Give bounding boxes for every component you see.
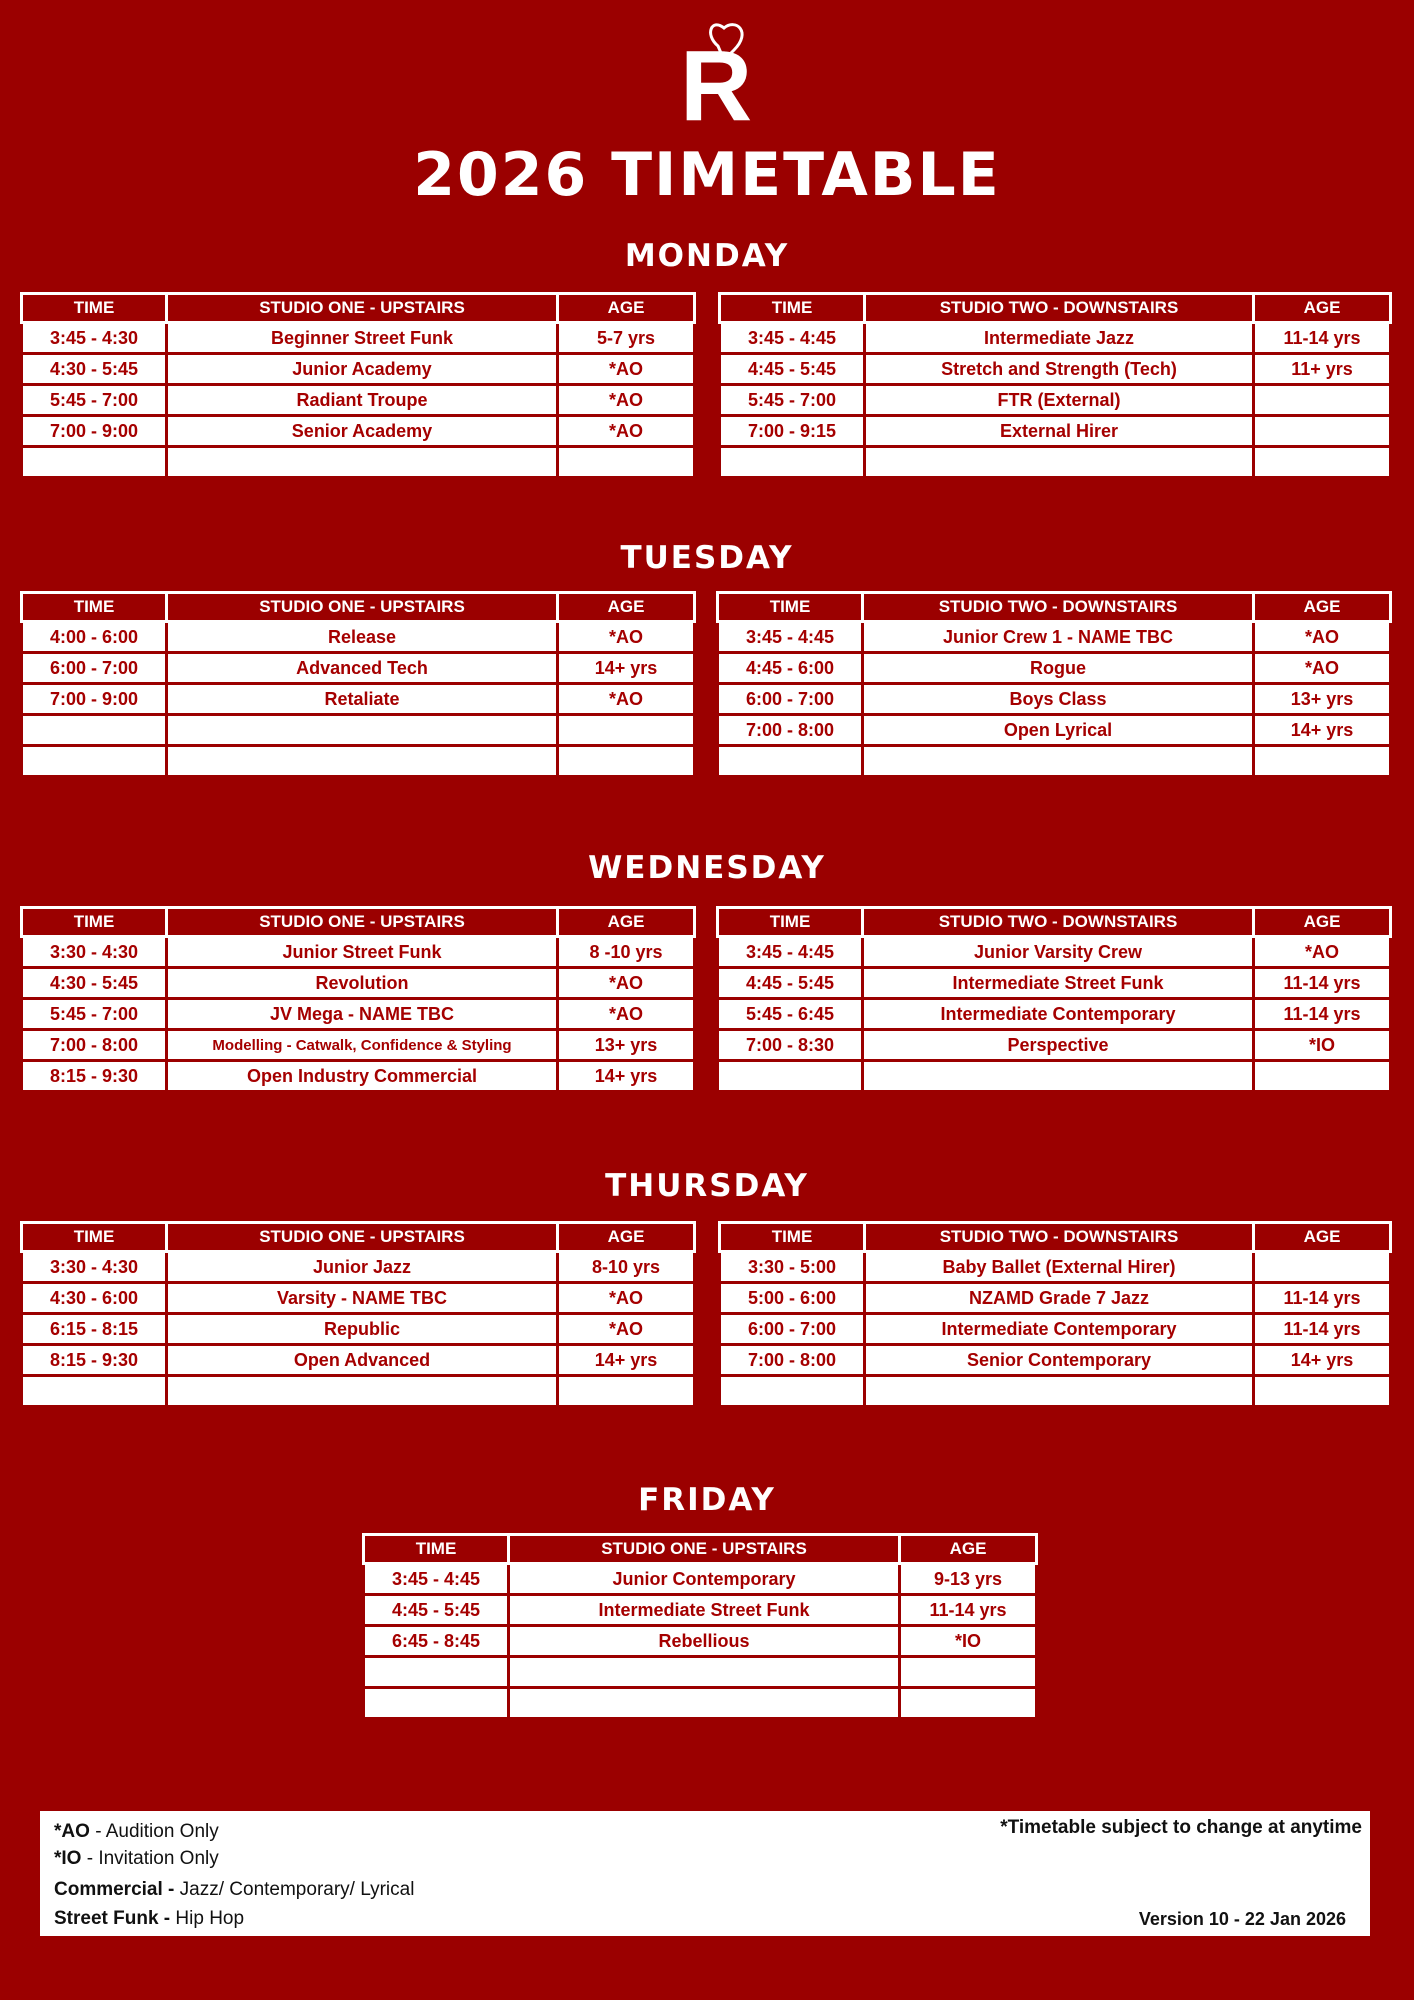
class-cell: Junior Varsity Crew xyxy=(863,937,1254,968)
class-cell: Intermediate Contemporary xyxy=(865,1314,1254,1345)
table-header-row xyxy=(364,1535,1037,1564)
legend-audition-only: *AO - Audition Only xyxy=(54,1821,219,1842)
page-title: 2026 TIMETABLE xyxy=(413,140,1001,210)
age-cell xyxy=(1254,447,1391,478)
class-cell: Intermediate Contemporary xyxy=(863,999,1254,1030)
table-header-row xyxy=(22,1223,695,1252)
age-cell: 9-13 yrs xyxy=(900,1564,1037,1595)
class-cell: FTR (External) xyxy=(865,385,1254,416)
table-header-row xyxy=(718,908,1391,937)
legend-invitation-only: *IO - Invitation Only xyxy=(54,1848,219,1869)
age-cell: *IO xyxy=(900,1626,1037,1657)
version-label: Version 10 - 22 Jan 2026 xyxy=(1138,1909,1346,1929)
age-cell xyxy=(1254,1376,1391,1407)
age-cell xyxy=(558,1376,695,1407)
age-cell: *AO xyxy=(558,622,695,653)
class-cell xyxy=(863,746,1254,777)
table-header-row xyxy=(718,593,1391,622)
class-cell: JV Mega - NAME TBC xyxy=(167,999,558,1030)
table-header-row xyxy=(22,593,695,622)
class-cell: Retaliate xyxy=(167,684,558,715)
age-cell xyxy=(558,447,695,478)
table-row xyxy=(22,416,695,447)
class-cell: Rebellious xyxy=(509,1626,900,1657)
time-cell: 3:30 - 4:30 xyxy=(22,1252,167,1283)
time-cell xyxy=(22,746,167,777)
disclaimer: *Timetable subject to change at anytime xyxy=(1000,1817,1362,1838)
class-cell xyxy=(863,1061,1254,1092)
time-cell xyxy=(22,715,167,746)
time-cell: 4:30 - 5:45 xyxy=(22,354,167,385)
table-row xyxy=(22,684,695,715)
age-header: AGE xyxy=(558,294,695,323)
studio-header: STUDIO ONE - UPSTAIRS xyxy=(167,294,558,323)
monday-studio-one-table xyxy=(20,292,696,479)
time-cell xyxy=(720,1376,865,1407)
time-cell xyxy=(718,746,863,777)
time-cell: 7:00 - 9:15 xyxy=(720,416,865,447)
table-row xyxy=(22,385,695,416)
time-header: TIME xyxy=(22,294,167,323)
table-row xyxy=(22,999,695,1030)
time-cell: 4:45 - 5:45 xyxy=(720,354,865,385)
class-cell: Open Lyrical xyxy=(863,715,1254,746)
time-header: TIME xyxy=(718,593,863,622)
class-cell: Junior Jazz xyxy=(167,1252,558,1283)
age-cell xyxy=(900,1688,1037,1719)
time-cell: 6:00 - 7:00 xyxy=(718,684,863,715)
day-title-thursday: THURSDAY xyxy=(605,1168,809,1204)
time-cell: 3:30 - 4:30 xyxy=(22,937,167,968)
monday-studio-two-table xyxy=(718,292,1392,479)
age-cell xyxy=(1254,1061,1391,1092)
class-cell: Advanced Tech xyxy=(167,653,558,684)
age-cell: *AO xyxy=(558,416,695,447)
time-cell: 6:00 - 7:00 xyxy=(22,653,167,684)
table-row xyxy=(22,1376,695,1407)
day-title-friday: FRIDAY xyxy=(638,1482,776,1518)
age-cell: 13+ yrs xyxy=(558,1030,695,1061)
table-row xyxy=(22,1030,695,1061)
time-cell xyxy=(364,1657,509,1688)
class-cell xyxy=(167,1376,558,1407)
class-cell: Revolution xyxy=(167,968,558,999)
age-cell: 11-14 yrs xyxy=(1254,323,1391,354)
age-cell: *AO xyxy=(558,1283,695,1314)
table-row xyxy=(718,746,1391,777)
time-cell: 7:00 - 8:30 xyxy=(718,1030,863,1061)
class-cell: Senior Academy xyxy=(167,416,558,447)
studio-header: STUDIO ONE - UPSTAIRS xyxy=(509,1535,900,1564)
age-cell xyxy=(558,746,695,777)
table-row xyxy=(22,622,695,653)
time-cell: 3:45 - 4:45 xyxy=(364,1564,509,1595)
class-cell: NZAMD Grade 7 Jazz xyxy=(865,1283,1254,1314)
studio-header: STUDIO TWO - DOWNSTAIRS xyxy=(863,593,1254,622)
table-row xyxy=(720,1345,1391,1376)
time-cell: 8:15 - 9:30 xyxy=(22,1345,167,1376)
table-row xyxy=(22,1283,695,1314)
logo xyxy=(672,16,752,126)
time-cell xyxy=(718,1061,863,1092)
class-cell xyxy=(509,1688,900,1719)
studio-header: STUDIO TWO - DOWNSTAIRS xyxy=(863,908,1254,937)
studio-header: STUDIO TWO - DOWNSTAIRS xyxy=(865,294,1254,323)
class-cell xyxy=(865,447,1254,478)
time-cell: 4:45 - 5:45 xyxy=(364,1595,509,1626)
friday-studio-one-table xyxy=(362,1533,1038,1720)
time-cell: 5:00 - 6:00 xyxy=(720,1283,865,1314)
class-cell: Varsity - NAME TBC xyxy=(167,1283,558,1314)
age-cell: 5-7 yrs xyxy=(558,323,695,354)
age-cell: 13+ yrs xyxy=(1254,684,1391,715)
class-cell: Intermediate Jazz xyxy=(865,323,1254,354)
table-row xyxy=(22,1345,695,1376)
table-row xyxy=(364,1688,1037,1719)
time-cell: 7:00 - 9:00 xyxy=(22,416,167,447)
age-cell xyxy=(1254,385,1391,416)
time-cell: 5:45 - 7:00 xyxy=(720,385,865,416)
day-title-monday: MONDAY xyxy=(624,238,790,274)
legend-commercial: Commercial - Jazz/ Contemporary/ Lyrical xyxy=(54,1879,415,1900)
class-cell xyxy=(865,1376,1254,1407)
thursday-studio-two-table xyxy=(718,1221,1392,1408)
class-cell: Baby Ballet (External Hirer) xyxy=(865,1252,1254,1283)
table-row xyxy=(364,1564,1037,1595)
table-header-row xyxy=(720,294,1391,323)
class-cell: Junior Contemporary xyxy=(509,1564,900,1595)
time-header: TIME xyxy=(364,1535,509,1564)
age-header: AGE xyxy=(900,1535,1037,1564)
table-row xyxy=(22,1061,695,1092)
table-row xyxy=(22,715,695,746)
class-cell: Modelling - Catwalk, Confidence & Styling xyxy=(167,1030,558,1061)
class-cell: Boys Class xyxy=(863,684,1254,715)
table-row xyxy=(718,999,1391,1030)
tuesday-studio-one-table xyxy=(20,591,696,778)
age-cell: 14+ yrs xyxy=(558,1061,695,1092)
age-cell: *AO xyxy=(558,385,695,416)
class-cell: Perspective xyxy=(863,1030,1254,1061)
time-cell: 3:45 - 4:45 xyxy=(718,937,863,968)
age-header: AGE xyxy=(558,1223,695,1252)
age-cell: 14+ yrs xyxy=(558,653,695,684)
tuesday-studio-two-table xyxy=(716,591,1392,778)
table-row xyxy=(22,937,695,968)
table-row xyxy=(364,1626,1037,1657)
time-cell: 4:45 - 6:00 xyxy=(718,653,863,684)
time-cell: 7:00 - 9:00 xyxy=(22,684,167,715)
class-cell: Radiant Troupe xyxy=(167,385,558,416)
age-cell: *AO xyxy=(1254,653,1391,684)
time-cell: 3:30 - 5:00 xyxy=(720,1252,865,1283)
age-cell: *AO xyxy=(558,999,695,1030)
table-row xyxy=(22,746,695,777)
time-cell xyxy=(22,1376,167,1407)
wednesday-studio-one-table xyxy=(20,906,696,1093)
age-cell: 11-14 yrs xyxy=(1254,1283,1391,1314)
age-cell: 11+ yrs xyxy=(1254,354,1391,385)
age-header: AGE xyxy=(1254,908,1391,937)
class-cell: Republic xyxy=(167,1314,558,1345)
class-cell: External Hirer xyxy=(865,416,1254,447)
table-row xyxy=(364,1657,1037,1688)
class-cell: Open Industry Commercial xyxy=(167,1061,558,1092)
age-header: AGE xyxy=(558,908,695,937)
age-cell: 14+ yrs xyxy=(558,1345,695,1376)
time-cell: 4:30 - 6:00 xyxy=(22,1283,167,1314)
table-row xyxy=(720,1283,1391,1314)
table-row xyxy=(22,1252,695,1283)
class-cell: Rogue xyxy=(863,653,1254,684)
table-row xyxy=(718,622,1391,653)
age-cell: *AO xyxy=(558,1314,695,1345)
class-cell: Junior Crew 1 - NAME TBC xyxy=(863,622,1254,653)
time-cell: 6:45 - 8:45 xyxy=(364,1626,509,1657)
table-row xyxy=(720,1376,1391,1407)
time-cell: 8:15 - 9:30 xyxy=(22,1061,167,1092)
time-cell: 5:45 - 6:45 xyxy=(718,999,863,1030)
table-row xyxy=(718,715,1391,746)
time-cell: 6:15 - 8:15 xyxy=(22,1314,167,1345)
thursday-studio-one-table xyxy=(20,1221,696,1408)
table-row xyxy=(718,1030,1391,1061)
class-cell: Release xyxy=(167,622,558,653)
age-cell: 11-14 yrs xyxy=(1254,968,1391,999)
age-cell xyxy=(558,715,695,746)
legend-box xyxy=(40,1811,1370,1936)
age-cell xyxy=(1254,1252,1391,1283)
studio-header: STUDIO ONE - UPSTAIRS xyxy=(167,1223,558,1252)
age-header: AGE xyxy=(558,593,695,622)
age-cell: *AO xyxy=(558,684,695,715)
time-header: TIME xyxy=(720,294,865,323)
table-header-row xyxy=(720,1223,1391,1252)
age-cell xyxy=(900,1657,1037,1688)
table-row xyxy=(720,385,1391,416)
table-header-row xyxy=(22,908,695,937)
table-row xyxy=(720,416,1391,447)
class-cell: Stretch and Strength (Tech) xyxy=(865,354,1254,385)
time-header: TIME xyxy=(22,1223,167,1252)
table-header-row xyxy=(22,294,695,323)
time-cell xyxy=(364,1688,509,1719)
table-row xyxy=(720,354,1391,385)
table-row xyxy=(718,968,1391,999)
age-cell xyxy=(1254,416,1391,447)
class-cell xyxy=(167,447,558,478)
time-cell: 5:45 - 7:00 xyxy=(22,385,167,416)
table-row xyxy=(718,653,1391,684)
age-cell: *IO xyxy=(1254,1030,1391,1061)
table-row xyxy=(364,1595,1037,1626)
time-cell: 4:00 - 6:00 xyxy=(22,622,167,653)
day-title-tuesday: TUESDAY xyxy=(620,540,794,576)
time-cell: 6:00 - 7:00 xyxy=(720,1314,865,1345)
time-header: TIME xyxy=(718,908,863,937)
class-cell: Intermediate Street Funk xyxy=(509,1595,900,1626)
table-row xyxy=(718,1061,1391,1092)
age-cell: 14+ yrs xyxy=(1254,715,1391,746)
table-row xyxy=(720,323,1391,354)
time-cell: 3:45 - 4:30 xyxy=(22,323,167,354)
table-row xyxy=(22,447,695,478)
table-row xyxy=(22,354,695,385)
time-header: TIME xyxy=(22,908,167,937)
class-cell xyxy=(509,1657,900,1688)
time-cell: 7:00 - 8:00 xyxy=(720,1345,865,1376)
class-cell: Open Advanced xyxy=(167,1345,558,1376)
age-cell xyxy=(1254,746,1391,777)
class-cell xyxy=(167,746,558,777)
table-row xyxy=(22,653,695,684)
table-row xyxy=(22,968,695,999)
wednesday-studio-two-table xyxy=(716,906,1392,1093)
class-cell: Junior Academy xyxy=(167,354,558,385)
table-row xyxy=(22,1314,695,1345)
table-row xyxy=(720,1314,1391,1345)
age-header: AGE xyxy=(1254,1223,1391,1252)
legend-street-funk: Street Funk - Hip Hop xyxy=(54,1908,245,1929)
time-cell xyxy=(720,447,865,478)
age-cell: *AO xyxy=(1254,937,1391,968)
class-cell xyxy=(167,715,558,746)
table-row xyxy=(22,323,695,354)
age-cell: *AO xyxy=(558,968,695,999)
age-header: AGE xyxy=(1254,593,1391,622)
table-row xyxy=(720,1252,1391,1283)
studio-header: STUDIO TWO - DOWNSTAIRS xyxy=(865,1223,1254,1252)
age-cell: *AO xyxy=(1254,622,1391,653)
time-cell: 3:45 - 4:45 xyxy=(720,323,865,354)
studio-header: STUDIO ONE - UPSTAIRS xyxy=(167,593,558,622)
class-cell: Intermediate Street Funk xyxy=(863,968,1254,999)
age-header: AGE xyxy=(1254,294,1391,323)
class-cell: Junior Street Funk xyxy=(167,937,558,968)
time-cell: 7:00 - 8:00 xyxy=(718,715,863,746)
studio-header: STUDIO ONE - UPSTAIRS xyxy=(167,908,558,937)
age-cell: 14+ yrs xyxy=(1254,1345,1391,1376)
time-cell: 4:30 - 5:45 xyxy=(22,968,167,999)
day-title-wednesday: WEDNESDAY xyxy=(588,850,826,886)
age-cell: 8 -10 yrs xyxy=(558,937,695,968)
age-cell: 8-10 yrs xyxy=(558,1252,695,1283)
time-cell xyxy=(22,447,167,478)
time-cell: 5:45 - 7:00 xyxy=(22,999,167,1030)
table-row xyxy=(720,447,1391,478)
time-header: TIME xyxy=(720,1223,865,1252)
age-cell: 11-14 yrs xyxy=(900,1595,1037,1626)
time-cell: 3:45 - 4:45 xyxy=(718,622,863,653)
table-row xyxy=(718,937,1391,968)
logo-letter: R xyxy=(680,30,752,126)
class-cell: Senior Contemporary xyxy=(865,1345,1254,1376)
table-row xyxy=(718,684,1391,715)
time-cell: 4:45 - 5:45 xyxy=(718,968,863,999)
age-cell: 11-14 yrs xyxy=(1254,999,1391,1030)
time-header: TIME xyxy=(22,593,167,622)
age-cell: 11-14 yrs xyxy=(1254,1314,1391,1345)
class-cell: Beginner Street Funk xyxy=(167,323,558,354)
age-cell: *AO xyxy=(558,354,695,385)
time-cell: 7:00 - 8:00 xyxy=(22,1030,167,1061)
